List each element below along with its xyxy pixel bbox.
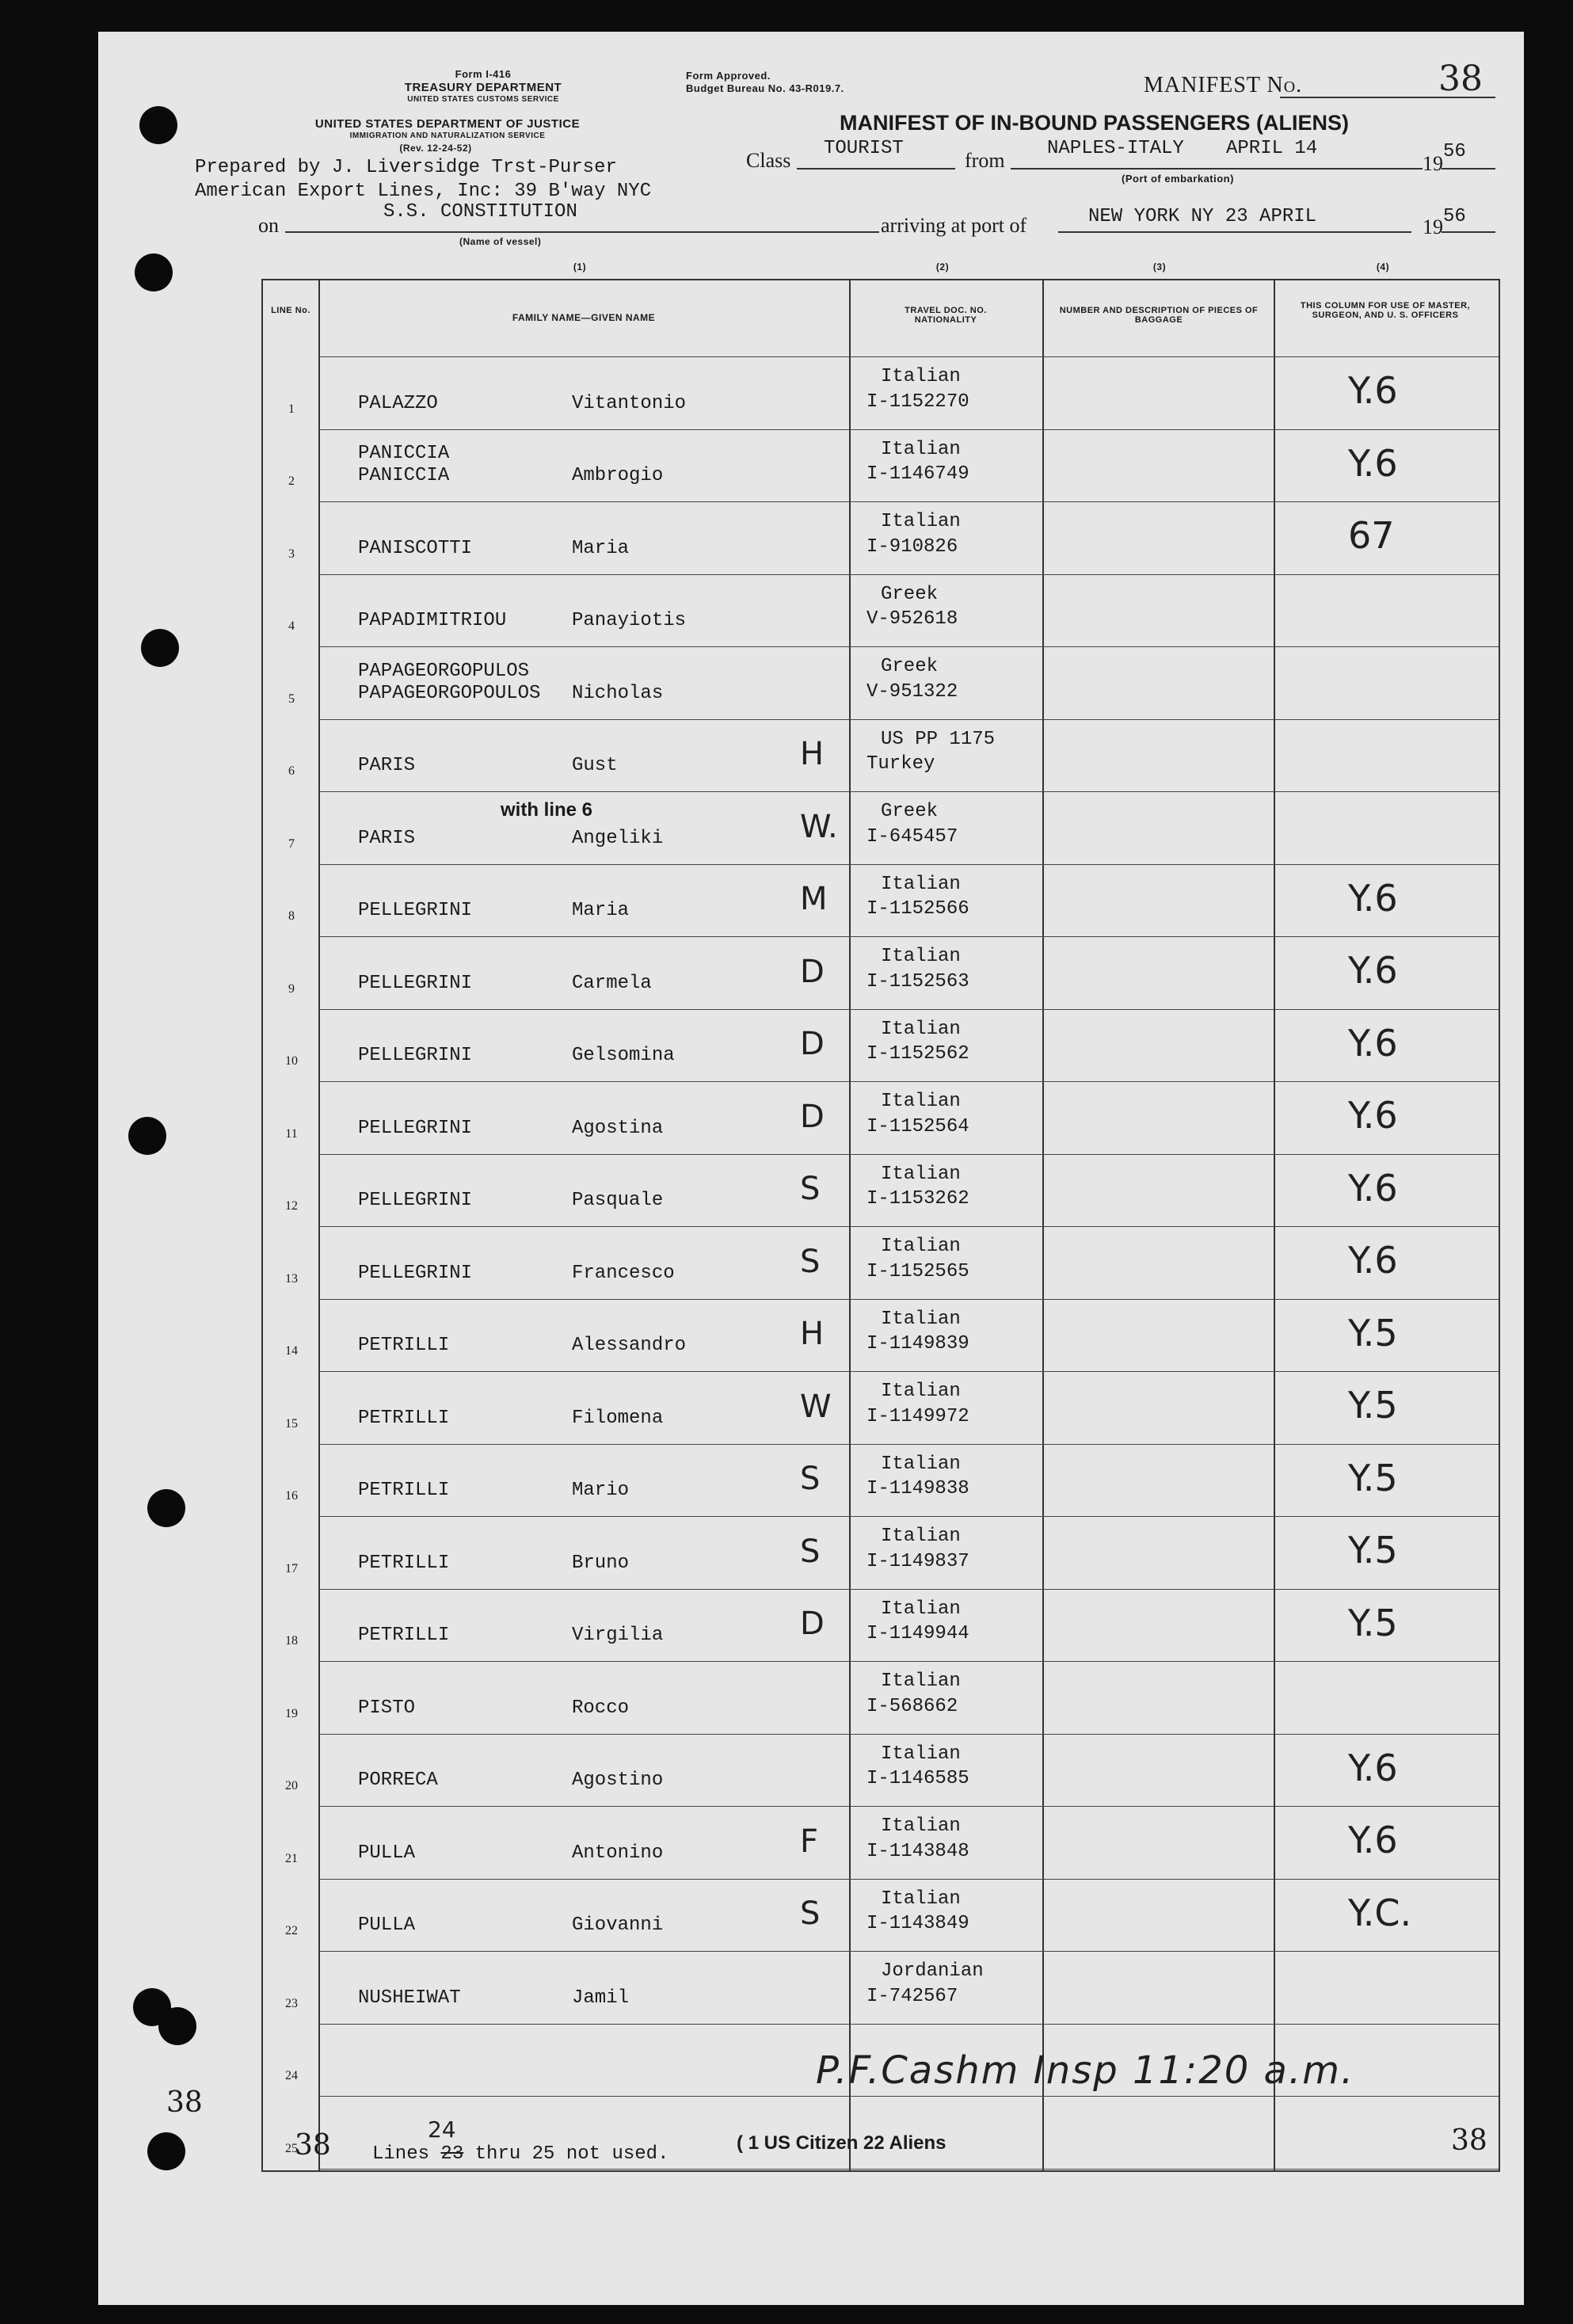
nationality: Italian	[881, 1091, 961, 1112]
header-travel-doc: TRAVEL DOC. NO. NATIONALITY	[905, 306, 987, 325]
family-name: PELLEGRINI	[358, 972, 473, 994]
travel-document-number: I-1143849	[866, 1913, 969, 1934]
travel-document-number: I-742567	[866, 1985, 958, 2007]
line-number: 16	[285, 1489, 298, 1503]
line-number: 22	[285, 1924, 298, 1937]
binder-hole	[158, 2007, 196, 2045]
travel-document-number: I-1149972	[866, 1405, 969, 1427]
relationship-mark: S	[800, 1895, 821, 1932]
col-num-1: (1)	[573, 261, 587, 272]
footer-left-number: 38	[295, 2129, 331, 2162]
given-name: Virgilia	[572, 1625, 664, 1646]
family-name: PULLA	[358, 1842, 416, 1864]
binder-hole	[141, 629, 179, 667]
nationality: Greek	[881, 583, 939, 605]
row-note: with line 6	[501, 799, 593, 821]
manifest-label: MANIFEST No.	[1144, 73, 1303, 97]
relationship-mark: D	[800, 1098, 825, 1135]
nationality: Italian	[881, 1598, 961, 1620]
relationship-mark: F	[800, 1823, 819, 1860]
relationship-mark: S	[800, 1171, 821, 1207]
travel-document-number: I-1149944	[866, 1623, 969, 1644]
travel-document-number: I-1152562	[866, 1043, 969, 1065]
binder-hole	[135, 253, 173, 291]
nationality: Jordanian	[881, 1960, 984, 1982]
lines-label: Lines	[372, 2143, 441, 2165]
relationship-mark: H	[800, 736, 825, 772]
binder-hole	[139, 106, 177, 144]
family-name: NUSHEIWAT	[358, 1987, 461, 2009]
family-name: PELLEGRINI	[358, 1045, 473, 1066]
nationality: Italian	[881, 1815, 961, 1837]
year-suffix: 56	[1443, 141, 1466, 162]
line-number: 6	[288, 764, 295, 778]
line-number: 10	[285, 1054, 298, 1068]
given-name: Agostino	[572, 1770, 664, 1791]
col-num-2: (2)	[935, 261, 950, 272]
class-value: TOURIST	[824, 138, 904, 159]
relationship-mark: S	[800, 1243, 821, 1280]
line-number: 15	[285, 1416, 298, 1431]
travel-document-number: I-1146749	[866, 463, 969, 485]
line-number: 11	[285, 1126, 298, 1141]
given-name: Maria	[572, 900, 630, 921]
line-number: 5	[288, 691, 295, 706]
on-label: on	[258, 214, 279, 237]
family-name: PETRILLI	[358, 1335, 450, 1356]
relationship-mark: D	[800, 1026, 825, 1062]
travel-document-number: I-1149839	[866, 1333, 969, 1354]
given-name: Mario	[572, 1480, 630, 1501]
relationship-mark: H	[800, 1316, 825, 1352]
left-margin-number: 38	[166, 2086, 203, 2119]
travel-document-number: I-1146585	[866, 1768, 969, 1789]
family-name: PARIS	[358, 827, 416, 849]
year2-prefix: 19	[1423, 215, 1443, 238]
nationality: Italian	[881, 1236, 961, 1257]
given-name: Vitantonio	[572, 392, 687, 414]
arriving-value: NEW YORK NY 23 APRIL	[1088, 206, 1317, 227]
family-name: PALAZZO	[358, 392, 438, 414]
officer-mark: Y.6	[1348, 1094, 1398, 1137]
officer-mark: 67	[1348, 514, 1395, 557]
family-name: PELLEGRINI	[358, 900, 473, 921]
nationality: Italian	[881, 873, 961, 895]
given-name: Agostina	[572, 1117, 664, 1139]
officer-mark: Y.5	[1348, 1456, 1398, 1499]
given-name: Panayiotis	[572, 610, 687, 631]
header-officers: THIS COLUMN FOR USE OF MASTER, SURGEON, AND U. S. OFFICERS	[1300, 301, 1471, 320]
relationship-mark: W.	[800, 808, 838, 845]
nationality: Italian	[881, 1888, 961, 1910]
nationality: Greek	[881, 801, 939, 822]
nationality: Italian	[881, 1308, 961, 1330]
given-name: Angeliki	[572, 827, 664, 849]
header-line-no: LINE No.	[271, 306, 310, 315]
line-number: 7	[288, 836, 295, 851]
line-number: 17	[285, 1561, 298, 1575]
relationship-mark: D	[800, 1606, 825, 1642]
line-number: 25	[285, 2141, 298, 2155]
nationality: Italian	[881, 1671, 961, 1692]
officer-mark: Y.5	[1348, 1311, 1398, 1354]
officer-mark: Y.6	[1348, 876, 1398, 920]
line-number: 8	[288, 909, 295, 923]
family-name: PELLEGRINI	[358, 1190, 473, 1211]
binder-hole	[128, 1117, 166, 1155]
nationality: Italian	[881, 1526, 961, 1547]
family-name: PETRILLI	[358, 1407, 450, 1429]
officer-mark: Y.5	[1348, 1384, 1398, 1427]
officer-mark: Y.C.	[1348, 1891, 1412, 1934]
header-baggage: NUMBER AND DESCRIPTION OF PIECES OF BAGGAGE	[1059, 306, 1259, 325]
officer-mark: Y.6	[1348, 1746, 1398, 1789]
line-number: 21	[285, 1851, 298, 1865]
travel-document-number: I-645457	[866, 825, 958, 848]
citizen-summary: ( 1 US Citizen 22 Aliens	[737, 2132, 946, 2154]
travel-document-number: V-952618	[866, 608, 958, 630]
travel-document-number: I-1152566	[866, 898, 969, 920]
given-name: Antonino	[572, 1842, 664, 1864]
given-name: Filomena	[572, 1407, 664, 1429]
lines-correction: 24	[428, 2116, 456, 2143]
treasury-dept: TREASURY DEPARTMENT	[404, 81, 562, 94]
nationality: Italian	[881, 511, 961, 532]
budget-bureau: Budget Bureau No. 43-R019.7.	[686, 82, 844, 94]
travel-document-number: I-1153262	[866, 1188, 969, 1210]
year-prefix: 19	[1423, 152, 1443, 175]
officer-mark: Y.6	[1348, 441, 1398, 485]
officer-mark: Y.6	[1348, 1239, 1398, 1282]
revision: (Rev. 12-24-52)	[399, 143, 472, 154]
family-name: PULLA	[358, 1914, 416, 1936]
nationality: Italian	[881, 946, 961, 967]
relationship-mark: W	[800, 1388, 832, 1425]
col-num-4: (4)	[1376, 261, 1390, 272]
line-number: 23	[285, 1996, 298, 2010]
nationality: Italian	[881, 366, 961, 387]
nationality: Greek	[881, 656, 939, 677]
line-number: 4	[288, 619, 295, 633]
nationality: Italian	[881, 1743, 961, 1765]
officer-mark: Y.6	[1348, 1021, 1398, 1065]
given-name: Nicholas	[572, 682, 664, 704]
family-name: PETRILLI	[358, 1552, 450, 1574]
given-name: Alessandro	[572, 1335, 687, 1356]
ins-label: IMMIGRATION AND NATURALIZATION SERVICE	[349, 131, 546, 140]
travel-document-number: Turkey	[866, 753, 935, 775]
line-number: 14	[285, 1344, 298, 1358]
relationship-mark: M	[800, 881, 828, 917]
original-family-name: PAPAGEORGOPULOS	[358, 660, 530, 682]
year2-suffix: 56	[1443, 206, 1466, 227]
family-name: PETRILLI	[358, 1625, 450, 1646]
nationality: US PP 1175	[881, 728, 996, 750]
family-name: PANICCIA	[358, 465, 450, 486]
vessel-name: S.S. CONSTITUTION	[383, 201, 577, 223]
original-family-name: PANICCIA	[358, 443, 450, 464]
nationality: Italian	[881, 1381, 961, 1402]
officer-mark: Y.5	[1348, 1601, 1398, 1644]
line-number: 2	[288, 474, 295, 488]
passenger-table	[261, 279, 1500, 2172]
travel-document-number: I-1149837	[866, 1550, 969, 1572]
given-name: Jamil	[572, 1987, 630, 2009]
date-from: APRIL 14	[1226, 138, 1318, 159]
binder-hole	[147, 2132, 185, 2170]
line-number: 1	[288, 402, 295, 416]
form-approved: Form Approved.	[686, 70, 771, 82]
line-number: 24	[285, 2069, 298, 2082]
family-name: PANISCOTTI	[358, 537, 473, 559]
given-name: Carmela	[572, 972, 652, 994]
line-number: 19	[285, 1706, 298, 1720]
from-value: NAPLES-ITALY	[1047, 138, 1184, 159]
given-name: Pasquale	[572, 1190, 664, 1211]
family-name: PORRECA	[358, 1770, 438, 1791]
travel-document-number: I-1143848	[866, 1840, 969, 1862]
family-name: PARIS	[358, 755, 416, 776]
arriving-label: arriving at port of	[881, 214, 1027, 237]
family-name: PELLEGRINI	[358, 1262, 473, 1284]
lines-rest: thru 25 not used.	[463, 2143, 669, 2165]
justice-dept: UNITED STATES DEPARTMENT OF JUSTICE	[314, 117, 581, 131]
form-number: Form I-416	[455, 68, 512, 80]
officer-mark: Y.6	[1348, 369, 1398, 412]
footer-right-number: 38	[1451, 2124, 1487, 2157]
given-name: Rocco	[572, 1697, 630, 1719]
officer-mark: Y.6	[1348, 949, 1398, 992]
relationship-mark: S	[800, 1533, 821, 1570]
nationality: Italian	[881, 1163, 961, 1185]
col-num-3: (3)	[1152, 261, 1167, 272]
page-title: MANIFEST OF IN-BOUND PASSENGERS (ALIENS)	[840, 111, 1350, 135]
manifest-number: 38	[1438, 59, 1483, 99]
officer-mark: Y.6	[1348, 1819, 1398, 1861]
given-name: Giovanni	[572, 1914, 664, 1936]
travel-document-number: I-1152270	[866, 391, 969, 413]
line-number: 13	[285, 1271, 298, 1286]
officer-mark: Y.6	[1348, 1166, 1398, 1210]
given-name: Gelsomina	[572, 1045, 675, 1066]
line-number: 20	[285, 1779, 298, 1793]
relationship-mark: D	[800, 953, 825, 990]
vessel-caption: (Name of vessel)	[459, 236, 542, 247]
nationality: Italian	[881, 1453, 961, 1475]
lines-struck-number: 23	[440, 2143, 464, 2165]
travel-document-number: I-1149838	[866, 1478, 969, 1499]
nationality: Italian	[881, 1018, 961, 1040]
binder-hole	[147, 1489, 185, 1527]
class-label: Class	[746, 149, 791, 172]
nationality: Italian	[881, 438, 961, 460]
given-name: Maria	[572, 537, 630, 559]
relationship-mark: S	[800, 1461, 821, 1497]
line-number: 9	[288, 981, 295, 996]
family-name: PAPAGEORGOPOULOS	[358, 682, 541, 704]
travel-document-number: I-1152563	[866, 970, 969, 992]
from-label: from	[965, 149, 1005, 172]
travel-document-number: I-910826	[866, 535, 958, 558]
family-name: PETRILLI	[358, 1480, 450, 1501]
given-name: Bruno	[572, 1552, 630, 1574]
given-name: Ambrogio	[572, 465, 664, 486]
inspector-signature: P.F.Cashm Insp 11:20 a.m.	[816, 2048, 1355, 2093]
port-embark-caption: (Port of embarkation)	[1122, 173, 1234, 185]
lines-unused-note	[372, 2143, 668, 2165]
header-name: FAMILY NAME—GIVEN NAME	[512, 312, 656, 323]
travel-document-number: I-568662	[866, 1695, 958, 1717]
travel-document-number: I-1152565	[866, 1260, 969, 1282]
prepared-by: Prepared by J. Liversidge Trst-Purser	[195, 157, 617, 178]
line-number: 12	[285, 1199, 298, 1213]
company: American Export Lines, Inc: 39 B'way NYC	[195, 181, 652, 202]
customs-service: UNITED STATES CUSTOMS SERVICE	[407, 95, 559, 104]
travel-document-number: I-1152564	[866, 1115, 969, 1137]
family-name: PISTO	[358, 1697, 416, 1719]
line-number: 3	[288, 547, 295, 561]
officer-mark: Y.5	[1348, 1529, 1398, 1572]
line-number: 18	[285, 1634, 298, 1648]
given-name: Gust	[572, 755, 618, 776]
family-name: PELLEGRINI	[358, 1117, 473, 1139]
travel-document-number: V-951322	[866, 680, 958, 703]
family-name: PAPADIMITRIOU	[358, 610, 507, 631]
given-name: Francesco	[572, 1262, 675, 1284]
